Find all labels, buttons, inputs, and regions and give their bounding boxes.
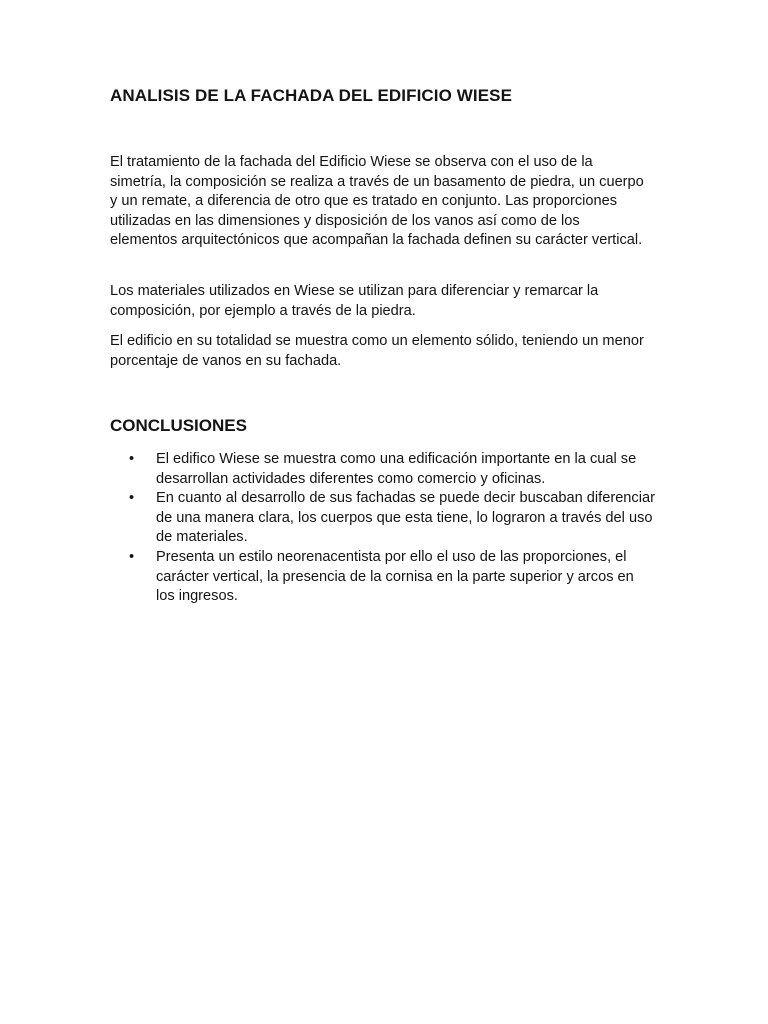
paragraph-solidity: El edificio en su totalidad se muestra como un elemento sólido, teniendo un menor porcentaje de vanos en su fachada.	[110, 333, 644, 369]
document-title: ANALISIS DE LA FACHADA DEL EDIFICIO WIESE	[110, 86, 513, 105]
list-item-text: En cuanto al desarrollo de sus fachadas se puede decir buscaban diferenciar de una manera clara, los cuerpos que esta tiene, lo lograron a través del uso de materiales.	[156, 490, 655, 546]
conclusions-list	[110, 450, 670, 607]
bullet-icon: •	[129, 451, 135, 467]
bullet-icon: •	[129, 548, 135, 565]
paragraph-materials: Los materiales utilizados en Wiese se utilizan para diferenciar y remarcar la composición, por ejemplo a través de la piedra.	[110, 283, 599, 319]
list-item-text: Presenta un estilo neorenacentista por ello el uso de las proporciones, el carácter vertical, la presencia de la cornisa en la parte superior y arcos en los ingresos.	[156, 548, 634, 605]
list-item-text: El edifico Wiese se muestra como una edificación importante en la cual se desarrollan actividades diferentes como comercio y oficinas.	[156, 451, 637, 487]
bullet-icon: •	[129, 490, 135, 507]
list-item	[110, 548, 656, 607]
conclusions-heading: CONCLUSIONES	[110, 416, 247, 435]
list-item	[110, 450, 656, 489]
paragraph-facade-treatment: El tratamiento de la fachada del Edificio Wiese se observa con el uso de la simetría, la composición se realiza a través de un basamento de piedra, un cuerpo y un remate, a diferencia de otro que es tratado en conjunto. Las proporciones utilizadas en las dimensiones y disposición de los vanos así como de los elementos arquitectónicos que acompañan la fachada definen su carácter vertical.	[110, 154, 644, 249]
list-item	[110, 489, 656, 548]
